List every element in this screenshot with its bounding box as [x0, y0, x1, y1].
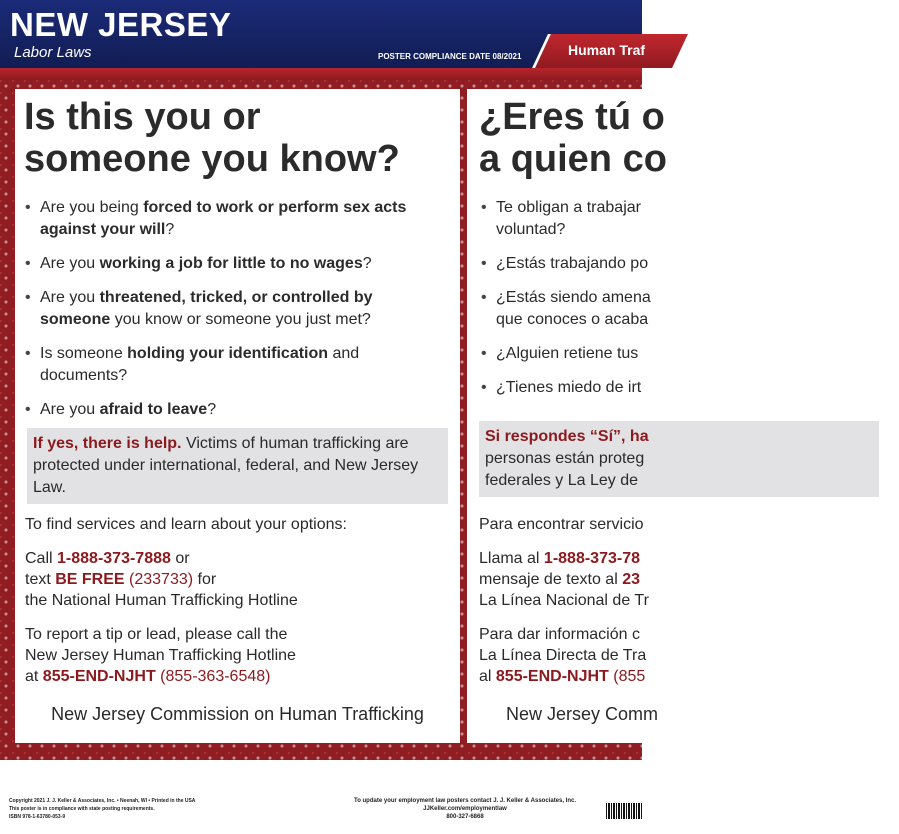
list-item: • Are you afraid to leave? — [23, 399, 443, 421]
spanish-find-services: Para encontrar servicio — [479, 516, 644, 533]
list-item: • Is someone holding your identification and documents? — [23, 343, 443, 387]
topic-tab-label: Human Traf — [568, 42, 646, 58]
compliance-date: POSTER COMPLIANCE DATE 08/2021 — [378, 52, 522, 61]
patterned-frame — [0, 80, 667, 760]
text-code: BE FREE — [55, 571, 125, 588]
list-item: • ¿Estás trabajando po — [479, 253, 879, 275]
english-question-list — [23, 197, 443, 433]
national-hotline-number: 1-888-373-7888 — [57, 550, 171, 567]
labor-laws-subtitle: Labor Laws — [14, 44, 92, 61]
spanish-help-box: Si respondes “Sí”, ha personas están proteg federales y La Ley de — [479, 421, 879, 497]
spanish-heading: ¿Eres tú o a quien co — [479, 96, 667, 180]
spanish-nj-hotline-block: Para dar información c La Línea Directa de Tra al 855-END-NJHT (855 — [479, 626, 647, 685]
english-find-services: To find services and learn about your options: — [25, 516, 347, 533]
list-item: • Te obligan a trabajar voluntad? — [479, 197, 879, 241]
english-panel — [15, 89, 460, 743]
state-title: NEW JERSEY — [10, 6, 232, 43]
list-item: • ¿Tienes miedo de irt — [479, 377, 879, 399]
list-item: • Are you being forced to work or perform sex acts against your will? — [23, 197, 443, 241]
list-item: • ¿Estás siendo amena que conoces o acaba — [479, 287, 879, 331]
footer-contact: To update your employment law posters contact J. J. Keller & Associates, Inc. JJKeller.com/employmentlaw 800-327-6868 — [353, 798, 577, 820]
spanish-commission-name: New Jersey Comm — [506, 704, 659, 724]
english-commission-name: New Jersey Commission on Human Trafficking — [51, 704, 424, 724]
list-item: • Are you threatened, tricked, or controlled by someone you know or someone you just met? — [23, 287, 443, 331]
nj-hotline-number: 855-END-NJHT — [42, 668, 156, 685]
header-red-band — [0, 68, 642, 80]
english-national-hotline-block: Call 1-888-373-7888 or text BE FREE (233733) for the National Human Trafficking Hotline — [25, 550, 298, 609]
list-item: • Are you working a job for little to no wages? — [23, 253, 443, 275]
english-heading: Is this you or someone you know? — [24, 96, 400, 180]
spanish-panel — [467, 89, 667, 743]
english-nj-hotline-block: To report a tip or lead, please call the New Jersey Human Trafficking Hotline at 855-END-NJHT (855-363-6548) — [25, 626, 296, 685]
english-help-box: If yes, there is help. Victims of human trafficking are protected under international, federal, and New Jersey Law. — [27, 428, 448, 504]
footer-legal: Copyright 2021 J. J. Keller & Associates, Inc. • Neenah, WI • Printed in the USA This poster is in compliance with state posting requirements. ISBN 978-1-63780-053-9 — [9, 798, 196, 820]
barcode-icon — [606, 803, 642, 819]
poster-footer — [0, 760, 642, 834]
poster-header — [0, 0, 646, 80]
spanish-national-hotline-block: Llama al 1-888-373-78 mensaje de texto al 23 La Línea Nacional de Tr — [479, 550, 649, 609]
list-item: • ¿Alguien retiene tus — [479, 343, 879, 365]
spanish-question-list — [479, 197, 879, 411]
